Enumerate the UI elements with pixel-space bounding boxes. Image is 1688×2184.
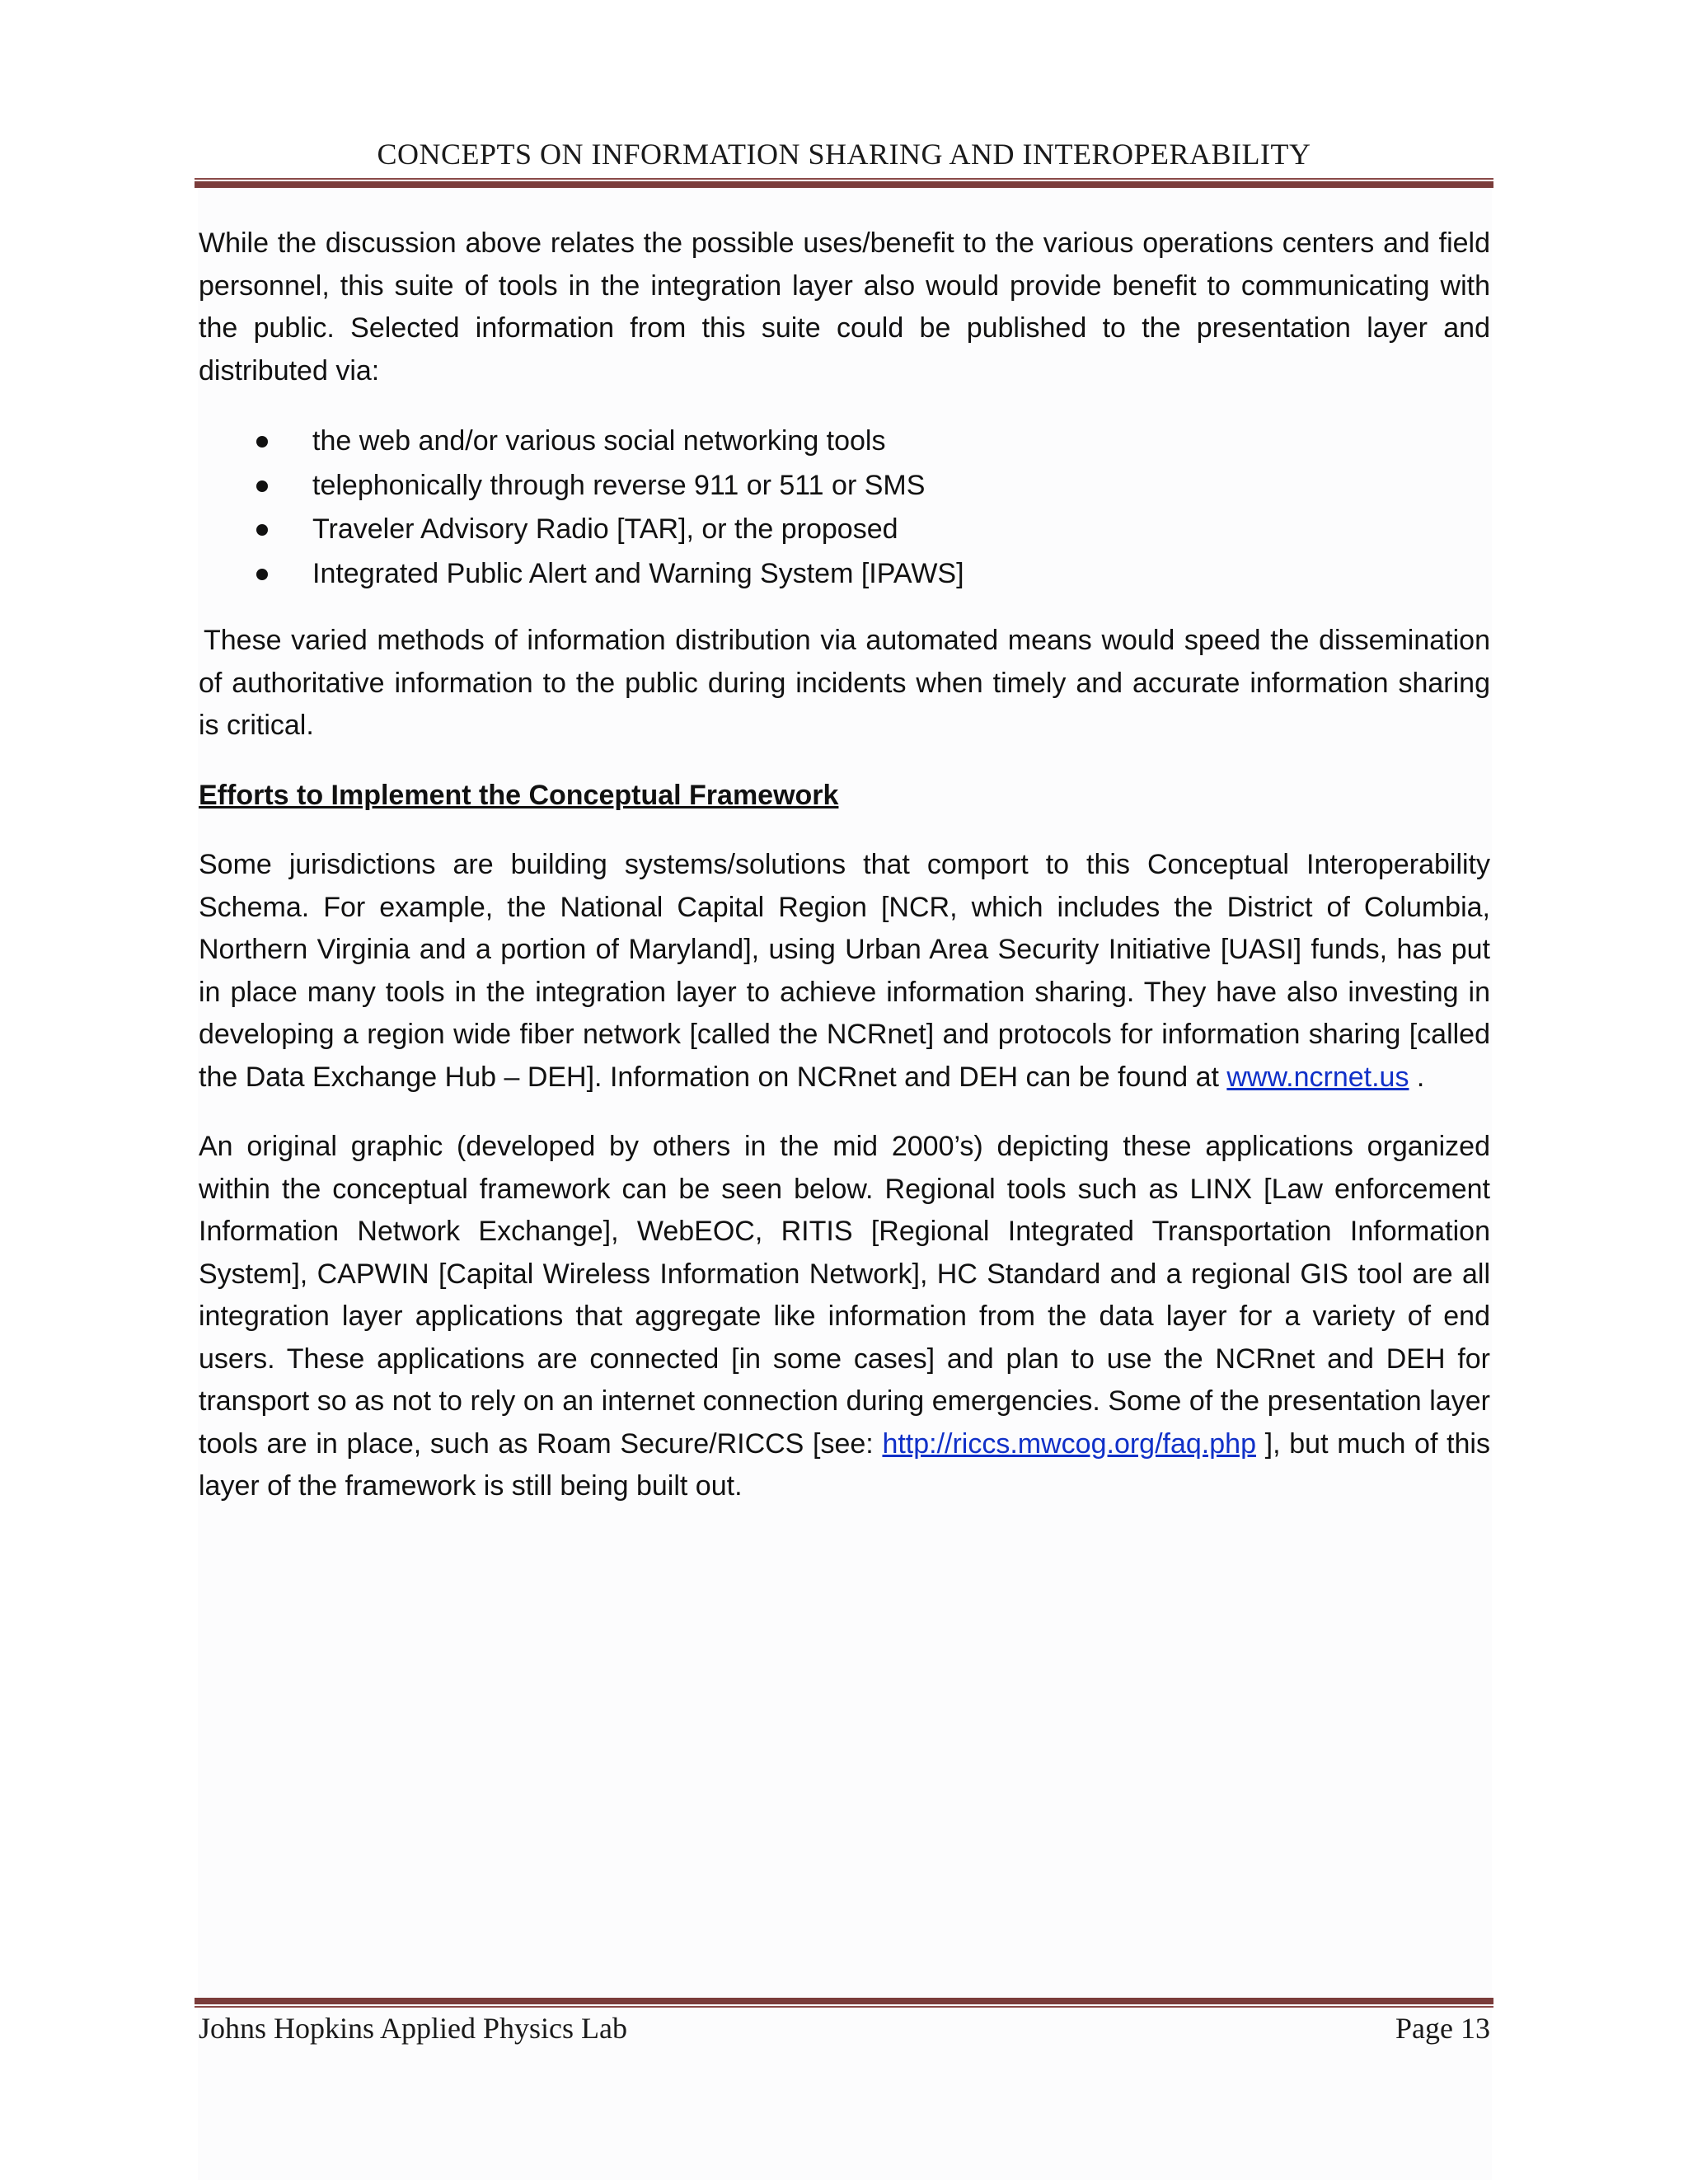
list-item: Integrated Public Alert and Warning System [IPAWS]	[199, 552, 1490, 597]
ncrnet-link[interactable]: www.ncrnet.us	[1226, 1061, 1409, 1093]
bullet-icon	[256, 569, 268, 580]
intro-paragraph: While the discussion above relates the possible uses/benefit to the various operations centers and field personnel, this suite of tools in the integration layer also would provide benefit to communicating with the public. Selected information from this suite could be published to the presentation layer and distributed via:	[199, 227, 1490, 387]
distribution-list	[199, 419, 1490, 596]
list-item: telephonically through reverse 911 or 511 or SMS	[199, 464, 1490, 509]
header-rule-thin	[195, 178, 1493, 180]
list-item: Traveler Advisory Radio [TAR], or the proposed	[199, 508, 1490, 552]
bullet-icon	[256, 524, 268, 536]
graphic-paragraph: An original graphic (developed by others in the mid 2000’s) depicting these applications organized within the conceptual framework can be seen below. Regional tools such as LINX [Law enforcement Information Network Exchange], WebEOC, RITIS [Regional Integrated Transportation Information System], CAPWIN [Capital Wireless Information Network], HC Standard and a regional GIS tool are all integration layer applications that aggregate like information from the data layer for a variety of end users. These applications are connected [in some cases] and plan to use the NCRnet and DEH for transport so as not to rely on an internet connection during emergencies. Some of the presentation layer tools are in place, such as Roam Secure/RICCS [see: http://riccs.mwcog.org/faq.php ], but much of this layer of the framework is still being built out.	[199, 1131, 1490, 1502]
footer-org: Johns Hopkins Applied Physics Lab	[199, 2012, 628, 2045]
header-title: CONCEPTS ON INFORMATION SHARING AND INTEROPERABILITY	[377, 138, 1311, 171]
jurisdictions-paragraph: Some jurisdictions are building systems/solutions that comport to this Conceptual Interoperability Schema. For example, the National Capital Region [NCR, which includes the District of Columbia, Northern Virginia and a portion of Maryland], using Urban Area Security Initiative [UASI] funds, has put in place many tools in the integration layer to achieve information sharing. They have also investing in developing a region wide fiber network [called the NCRnet] and protocols for information sharing [called the Data Exchange Hub – DEH]. Information on NCRnet and DEH can be found at www.ncrnet.us .	[199, 849, 1490, 1093]
header-rule-thick	[195, 181, 1493, 188]
section-heading: Efforts to Implement the Conceptual Framework	[199, 779, 839, 811]
footer-rule-thin	[195, 2006, 1493, 2008]
main-content	[199, 223, 1490, 1535]
bullet-icon	[256, 436, 268, 448]
methods-paragraph: These varied methods of information distribution via automated means would speed the dissemination of authoritative information to the public during incidents when timely and accurate information sharing is critical.	[199, 625, 1490, 741]
riccs-faq-link[interactable]: http://riccs.mwcog.org/faq.php	[882, 1427, 1256, 1460]
page-number: Page 13	[1395, 2012, 1490, 2045]
footer-rule-thick	[195, 1998, 1493, 2004]
bullet-icon	[256, 480, 268, 492]
list-item: the web and/or various social networking tools	[199, 419, 1490, 464]
